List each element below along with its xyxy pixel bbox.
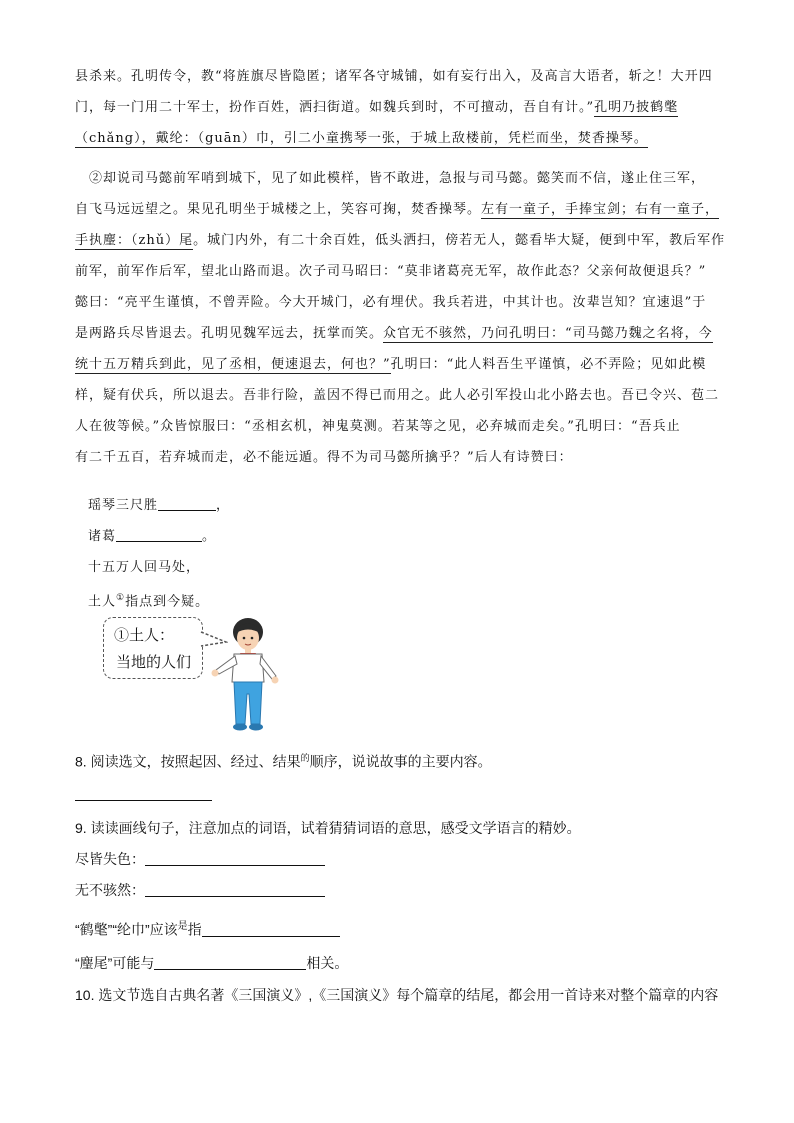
answer-blank[interactable] <box>154 955 306 970</box>
fill-blank[interactable] <box>116 527 202 542</box>
answer-blank[interactable] <box>202 922 340 937</box>
passage-text: 孔明曰：“此人料吾生平谨慎，必不弄险；见如此模 <box>390 357 707 372</box>
question-9-item-3: “鹤氅”“纶巾”应该$^是$指 <box>75 917 340 940</box>
passage-line <box>75 92 725 123</box>
passage-line: 前军，前军作后军，望北山路而退。次子司马昭曰：“莫非诸葛亮无军，故作此态？父亲何故便退兵？” <box>75 264 707 279</box>
poem-line-4: 土人①指点到今疑。 <box>88 593 210 610</box>
poem-line-1: 瑶琴三尺胜 ， <box>88 498 231 513</box>
passage-line <box>75 318 725 349</box>
question-9-item-2: 无不骇然： <box>75 880 325 900</box>
underlined-sentence: 手执麈：（zhǔ）尾 <box>75 233 194 248</box>
fill-blank[interactable] <box>158 496 216 511</box>
answer-line[interactable] <box>75 800 212 801</box>
underlined-sentence: ，乃问孔明曰：“司马懿乃魏之名将，今 <box>467 326 713 341</box>
footnote-marker: ① <box>116 593 126 603</box>
annotation-definition: 当地的人们 <box>116 654 192 671</box>
passage-line: 懿曰：“亮平生谨慎，不曾弄险。今大开城门，必有埋伏。我兵若进，中其计也。汝辈岂知？宜速退”于 <box>75 295 707 310</box>
passage-line <box>75 194 725 225</box>
passage-line <box>75 225 725 256</box>
question-9: 9. 读读画线句子，注意加点的词语，试着猜猜词语的意思，感受文学语言的精妙。 <box>75 820 581 836</box>
answer-blank[interactable] <box>145 882 325 897</box>
underlined-sentence: 左有一童子，手捧宝剑；右有一童子， <box>481 202 720 217</box>
poem-line-2: 诸葛 。 <box>88 529 217 544</box>
passage-line: ②却说司马懿前军哨到城下，见了如此模样，皆不敢进，急报与司马懿。懿笑而不信，遂止住三军， <box>89 171 706 186</box>
answer-blank[interactable] <box>145 851 325 866</box>
passage-text: 门，每一门用二十军士，扮作百姓，洒扫街道。如魏兵到时，不可擅动，吾自有计。” <box>75 100 595 115</box>
underlined-sentence: 孔明乃披鹤氅 <box>594 100 679 115</box>
passage-paragraph-2 <box>75 163 725 473</box>
annotation-bubble <box>103 617 203 679</box>
underlined-sentence: ，引二小童携琴一张，于城上敌楼前，凭栏而坐，焚香操琴。 <box>269 131 648 146</box>
poem <box>88 490 230 614</box>
underlined-sentence: 众官无不骇然 <box>383 326 468 341</box>
underlined-sentence: （chǎng），戴纶：（guān）巾 <box>75 131 270 146</box>
question-9-item-4: “麈尾”可能与 相关。 <box>75 955 349 971</box>
annotation-term: ①土人： <box>114 627 175 644</box>
passage-text: 自飞马远远望之。果见孔明坐于城楼之上，笑容可掬，焚香操琴。 <box>75 202 482 217</box>
poem-line-3: 十五万人回马处， <box>88 560 201 575</box>
boy-illustration <box>204 616 286 736</box>
passage-line <box>75 123 725 154</box>
underlined-sentence: 统十五万精兵到此，见了丞相，便速退去，何也？” <box>75 357 391 372</box>
question-9-item-1: 尽皆失色： <box>75 849 325 869</box>
passage-text: 。城门内外，有二十余百姓，低头洒扫，傍若无人，懿看毕大疑，便到中军，教后军作 <box>193 233 726 248</box>
question-10: 10. 选文节选自古典名著《三国演义》,《三国演义》每个篇章的结尾，都会用一首诗来对整个篇章的内容 <box>75 987 719 1003</box>
question-8: 8. 阅读选文，按照起因、经过、结果$^的$顺序，说说故事的主要内容。 <box>75 753 492 770</box>
passage-paragraph-1 <box>75 61 725 154</box>
passage-line: 县杀来。孔明传令，教“将旌旗尽皆隐匿；诸军各守城铺，如有妄行出入，及高言大语者，斩之！大开四 <box>75 69 713 84</box>
passage-line <box>75 349 725 380</box>
passage-line: 样，疑有伏兵，所以退去。吾非行险，盖因不得已而用之。此人必引军投山北小路去也。吾已令兴、苞二 <box>75 388 720 403</box>
passage-line: 人在彼等候。”众皆惊服曰：“丞相玄机，神鬼莫测。若某等之见，必弃城而走矣。”孔明曰：“吾兵止 <box>75 419 681 434</box>
passage-text: 是两路兵尽皆退去。孔明见魏军远去，抚掌而笑。 <box>75 326 384 341</box>
passage-line: 有二千五百，若弃城而走，必不能远遁。得不为司马懿所擒乎？”后人有诗赞曰： <box>75 450 573 465</box>
